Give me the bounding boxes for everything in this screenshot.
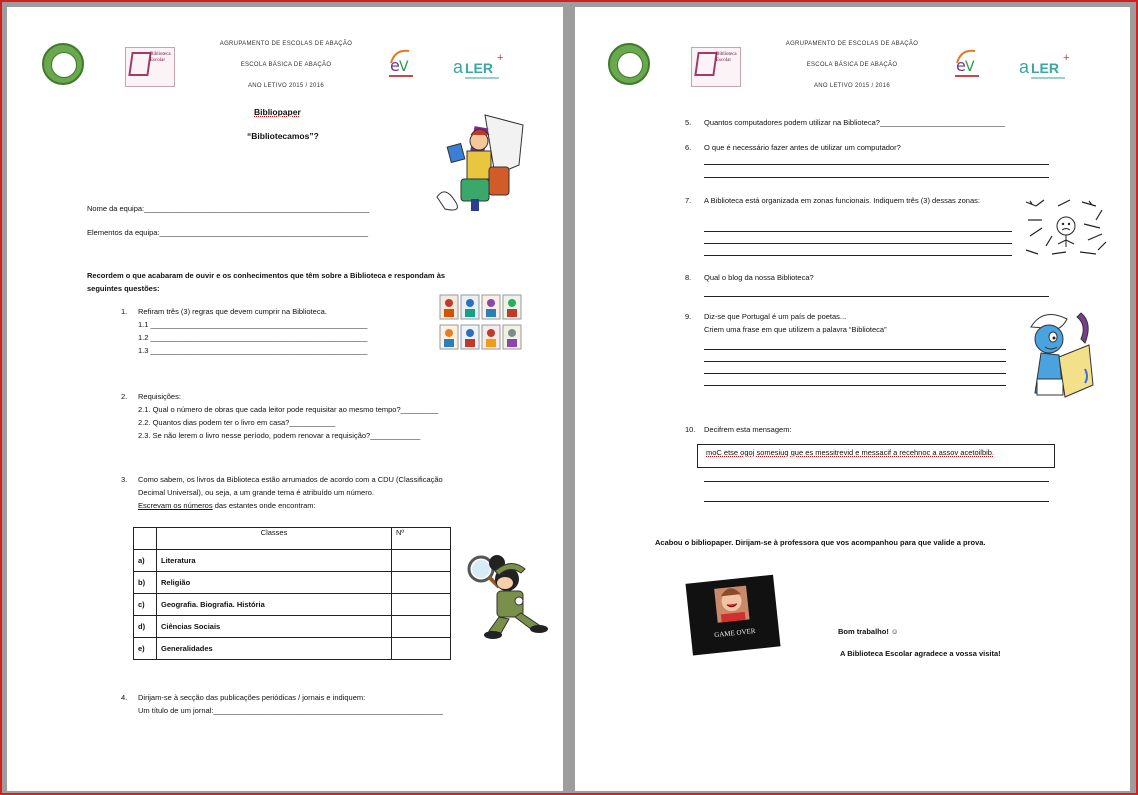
q6-answer-line[interactable] <box>704 164 1049 165</box>
q2-2-question[interactable]: 2.2. Quantos dias podem ter o livro em casa?___________ <box>138 418 336 427</box>
table-row: b) Religião <box>134 572 451 594</box>
svg-text:LER: LER <box>1031 60 1059 76</box>
q2-1-question[interactable]: 2.1. Qual o número de obras que cada leitor pode requisitar ao mesmo tempo?_________ <box>138 405 439 414</box>
document-page-1 <box>7 7 563 791</box>
svg-text:LER: LER <box>465 60 493 76</box>
q8-number: 8. <box>685 273 692 282</box>
eco-schools-logo <box>951 45 983 81</box>
q9-answer-line[interactable] <box>704 349 1006 350</box>
q10-number: 10. <box>685 425 696 434</box>
svg-text:e: e <box>956 56 966 75</box>
q2-3-question[interactable]: 2.3. Se não lerem o livro nesse período, podem renovar a requisição?____________ <box>138 431 421 440</box>
team-members-field[interactable]: Elementos da equipa:__________________________________________________ <box>87 228 369 237</box>
q3-text-line-1: Como sabem, os livros da Biblioteca estão arrumados de acordo com a CDU (Classificação <box>138 475 443 484</box>
q9-question-line-1: Diz-se que Portugal é um país de poetas... <box>704 312 847 321</box>
q3-text-rest: das estantes onde encontram: <box>212 501 316 510</box>
q2-number: 2. <box>121 392 128 401</box>
q10-question: Decifrem esta mensagem: <box>704 425 792 434</box>
q8-answer-line[interactable] <box>704 296 1049 297</box>
table-row: e) Generalidades <box>134 638 451 660</box>
school-badge-logo <box>608 43 650 85</box>
table-header-classes: Classes <box>157 528 392 550</box>
q9-answer-line[interactable] <box>704 373 1006 374</box>
game-over-caption: GAME OVER <box>713 626 756 640</box>
biblioteca-escolar-logo: Biblioteca Escolar <box>125 47 175 87</box>
worksheet-title: Bibliopaper <box>254 107 301 117</box>
header-school-year: ANO LETIVO 2015 / 2016 <box>814 83 890 89</box>
table-answer-cell[interactable] <box>392 550 451 572</box>
q5-question[interactable]: Quantos computadores podem utilizar na Biblioteca?______________________________ <box>704 118 1006 127</box>
smurf-writer-illustration <box>1023 309 1099 407</box>
svg-text:e: e <box>390 56 400 75</box>
header-school-year: ANO LETIVO 2015 / 2016 <box>248 83 324 89</box>
library-rules-pictograms <box>439 293 523 353</box>
svg-text:a: a <box>453 57 464 77</box>
table-answer-cell[interactable] <box>392 638 451 660</box>
good-work-message: Bom trabalho! ☺ <box>838 627 899 636</box>
arrows-illustration <box>1022 196 1110 258</box>
svg-text:a: a <box>1019 57 1030 77</box>
q6-number: 6. <box>685 143 692 152</box>
header-school-name: ESCOLA BÁSICA DE ABAÇÃO <box>240 62 332 68</box>
q1-2-answer[interactable]: 1.2 ____________________________________________________ <box>138 333 368 342</box>
svg-text:+: + <box>1063 52 1070 64</box>
instructions-line-2: seguintes questões: <box>87 284 160 293</box>
detective-mouse-illustration <box>459 549 551 641</box>
instructions-line-1: Recordem o que acabaram de ouvir e os conhecimentos que têm sobre a Biblioteca e respondam às <box>87 271 446 280</box>
school-badge-logo <box>42 43 84 85</box>
q4-number: 4. <box>121 693 128 702</box>
q7-answer-line[interactable] <box>704 231 1012 232</box>
cipher-message-box <box>697 444 1055 468</box>
svg-text:+: + <box>497 52 504 64</box>
aler-logo <box>453 51 509 85</box>
traveler-illustration <box>435 105 527 215</box>
table-answer-cell[interactable] <box>392 616 451 638</box>
q7-question: A Biblioteca está organizada em zonas funcionais. Indiquem três (3) dessas zonas: <box>704 196 980 205</box>
table-header-number: Nº <box>392 528 451 550</box>
q3-number: 3. <box>121 475 128 484</box>
q8-question: Qual o blog da nossa Biblioteca? <box>704 273 814 282</box>
team-name-field[interactable]: Nome da equipa:______________________________________________________ <box>87 204 370 213</box>
q1-number: 1. <box>121 307 128 316</box>
table-answer-cell[interactable] <box>392 594 451 616</box>
cdu-classes-table <box>133 527 451 660</box>
header-school-group: AGRUPAMENTO DE ESCOLAS DE ABAÇÃO <box>785 41 919 47</box>
header-school-group: AGRUPAMENTO DE ESCOLAS DE ABAÇÃO <box>219 41 353 47</box>
game-over-picture <box>685 573 783 657</box>
q3-text-line-3 <box>138 501 316 511</box>
worksheet-subtitle: “Bibliotecamos”? <box>247 131 319 141</box>
table-row: a) Literatura <box>134 550 451 572</box>
table-answer-cell[interactable] <box>392 572 451 594</box>
q7-answer-line[interactable] <box>704 255 1012 256</box>
q6-question: O que é necessário fazer antes de utilizar um computador? <box>704 143 901 152</box>
cipher-message: moC etse ogoj somesiuq que es messitrevid e messacif a recehnoc a assov acetoilbib. <box>706 448 995 457</box>
q6-answer-line[interactable] <box>704 177 1049 178</box>
thanks-message: A Biblioteca Escolar agradece a vossa visita! <box>840 649 1001 658</box>
biblioteca-escolar-logo: Biblioteca Escolar <box>691 47 741 87</box>
svg-text:V: V <box>399 59 409 75</box>
svg-text:V: V <box>965 59 975 75</box>
q4-answer[interactable]: Um título de um jornal:_______________________________________________________ <box>138 706 443 715</box>
q10-answer-line[interactable] <box>704 501 1049 502</box>
q9-number: 9. <box>685 312 692 321</box>
q9-answer-line[interactable] <box>704 385 1006 386</box>
q2-text: Requisições: <box>138 392 181 401</box>
q1-1-answer[interactable]: 1.1 ____________________________________________________ <box>138 320 368 329</box>
q3-text-line-2: Decimal Universal), ou seja, a um grande tema é atribuído um número. <box>138 488 374 497</box>
aler-logo <box>1019 51 1075 85</box>
q1-3-answer[interactable]: 1.3 ____________________________________________________ <box>138 346 368 355</box>
q1-text: Refiram três (3) regras que devem cumprir na Biblioteca. <box>138 307 327 316</box>
table-row: c) Geografia. Biografia. História <box>134 594 451 616</box>
q7-answer-line[interactable] <box>704 243 1012 244</box>
document-page-2 <box>575 7 1130 791</box>
q7-number: 7. <box>685 196 692 205</box>
q4-text: Dirijam-se à secção das publicações periódicas / jornais e indiquem: <box>138 693 366 702</box>
eco-schools-logo <box>385 45 417 81</box>
q5-number: 5. <box>685 118 692 127</box>
table-header-row <box>134 528 451 550</box>
q10-answer-line[interactable] <box>704 481 1049 482</box>
end-instructions: Acabou o bibliopaper. Dirijam-se à professora que vos acompanhou para que valide a prova. <box>655 538 986 547</box>
q3-emphasis: Escrevam os números <box>138 501 213 510</box>
q9-question-line-2: Criem uma frase em que utilizem a palavra “Biblioteca” <box>704 325 887 334</box>
table-row: d) Ciências Sociais <box>134 616 451 638</box>
header-school-name: ESCOLA BÁSICA DE ABAÇÃO <box>806 62 898 68</box>
q9-answer-line[interactable] <box>704 361 1006 362</box>
